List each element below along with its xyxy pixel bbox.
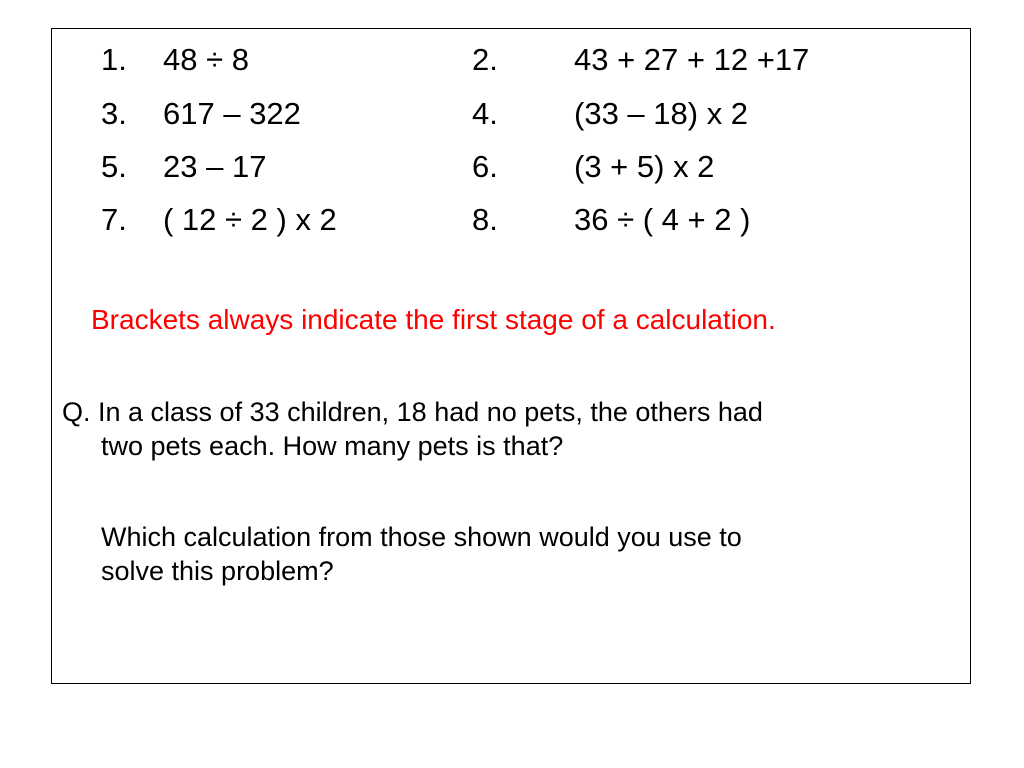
problem-expression: 48 ÷ 8	[163, 42, 249, 77]
problem-number: 7.	[101, 202, 127, 237]
word-problem-question	[62, 395, 962, 463]
problem-expression: (33 – 18) x 2	[574, 96, 749, 131]
calculation-prompt	[101, 520, 961, 588]
problem-expression: 36 ÷ ( 4 + 2 )	[574, 202, 751, 237]
question-line-1: Q. In a class of 33 children, 18 had no pets, the others had	[62, 397, 763, 427]
brackets-rule-note: Brackets always indicate the first stage of a calculation.	[91, 304, 776, 335]
problem-expression: (3 + 5) x 2	[574, 149, 715, 184]
problem-expression: 23 – 17	[163, 149, 267, 184]
problem-number: 2.	[472, 42, 498, 77]
problem-number: 6.	[472, 149, 498, 184]
question-line-2: two pets each. How many pets is that?	[101, 431, 564, 461]
problem-expression: ( 12 ÷ 2 ) x 2	[163, 202, 337, 237]
problem-number: 3.	[101, 96, 127, 131]
prompt-line-2: solve this problem?	[101, 556, 334, 586]
problem-number: 1.	[101, 42, 127, 77]
problem-number: 4.	[472, 96, 498, 131]
problem-expression: 617 – 322	[163, 96, 301, 131]
problem-expression: 43 + 27 + 12 +17	[574, 42, 810, 77]
problem-number: 8.	[472, 202, 498, 237]
problem-number: 5.	[101, 149, 127, 184]
prompt-line-1: Which calculation from those shown would you use to	[101, 522, 742, 552]
